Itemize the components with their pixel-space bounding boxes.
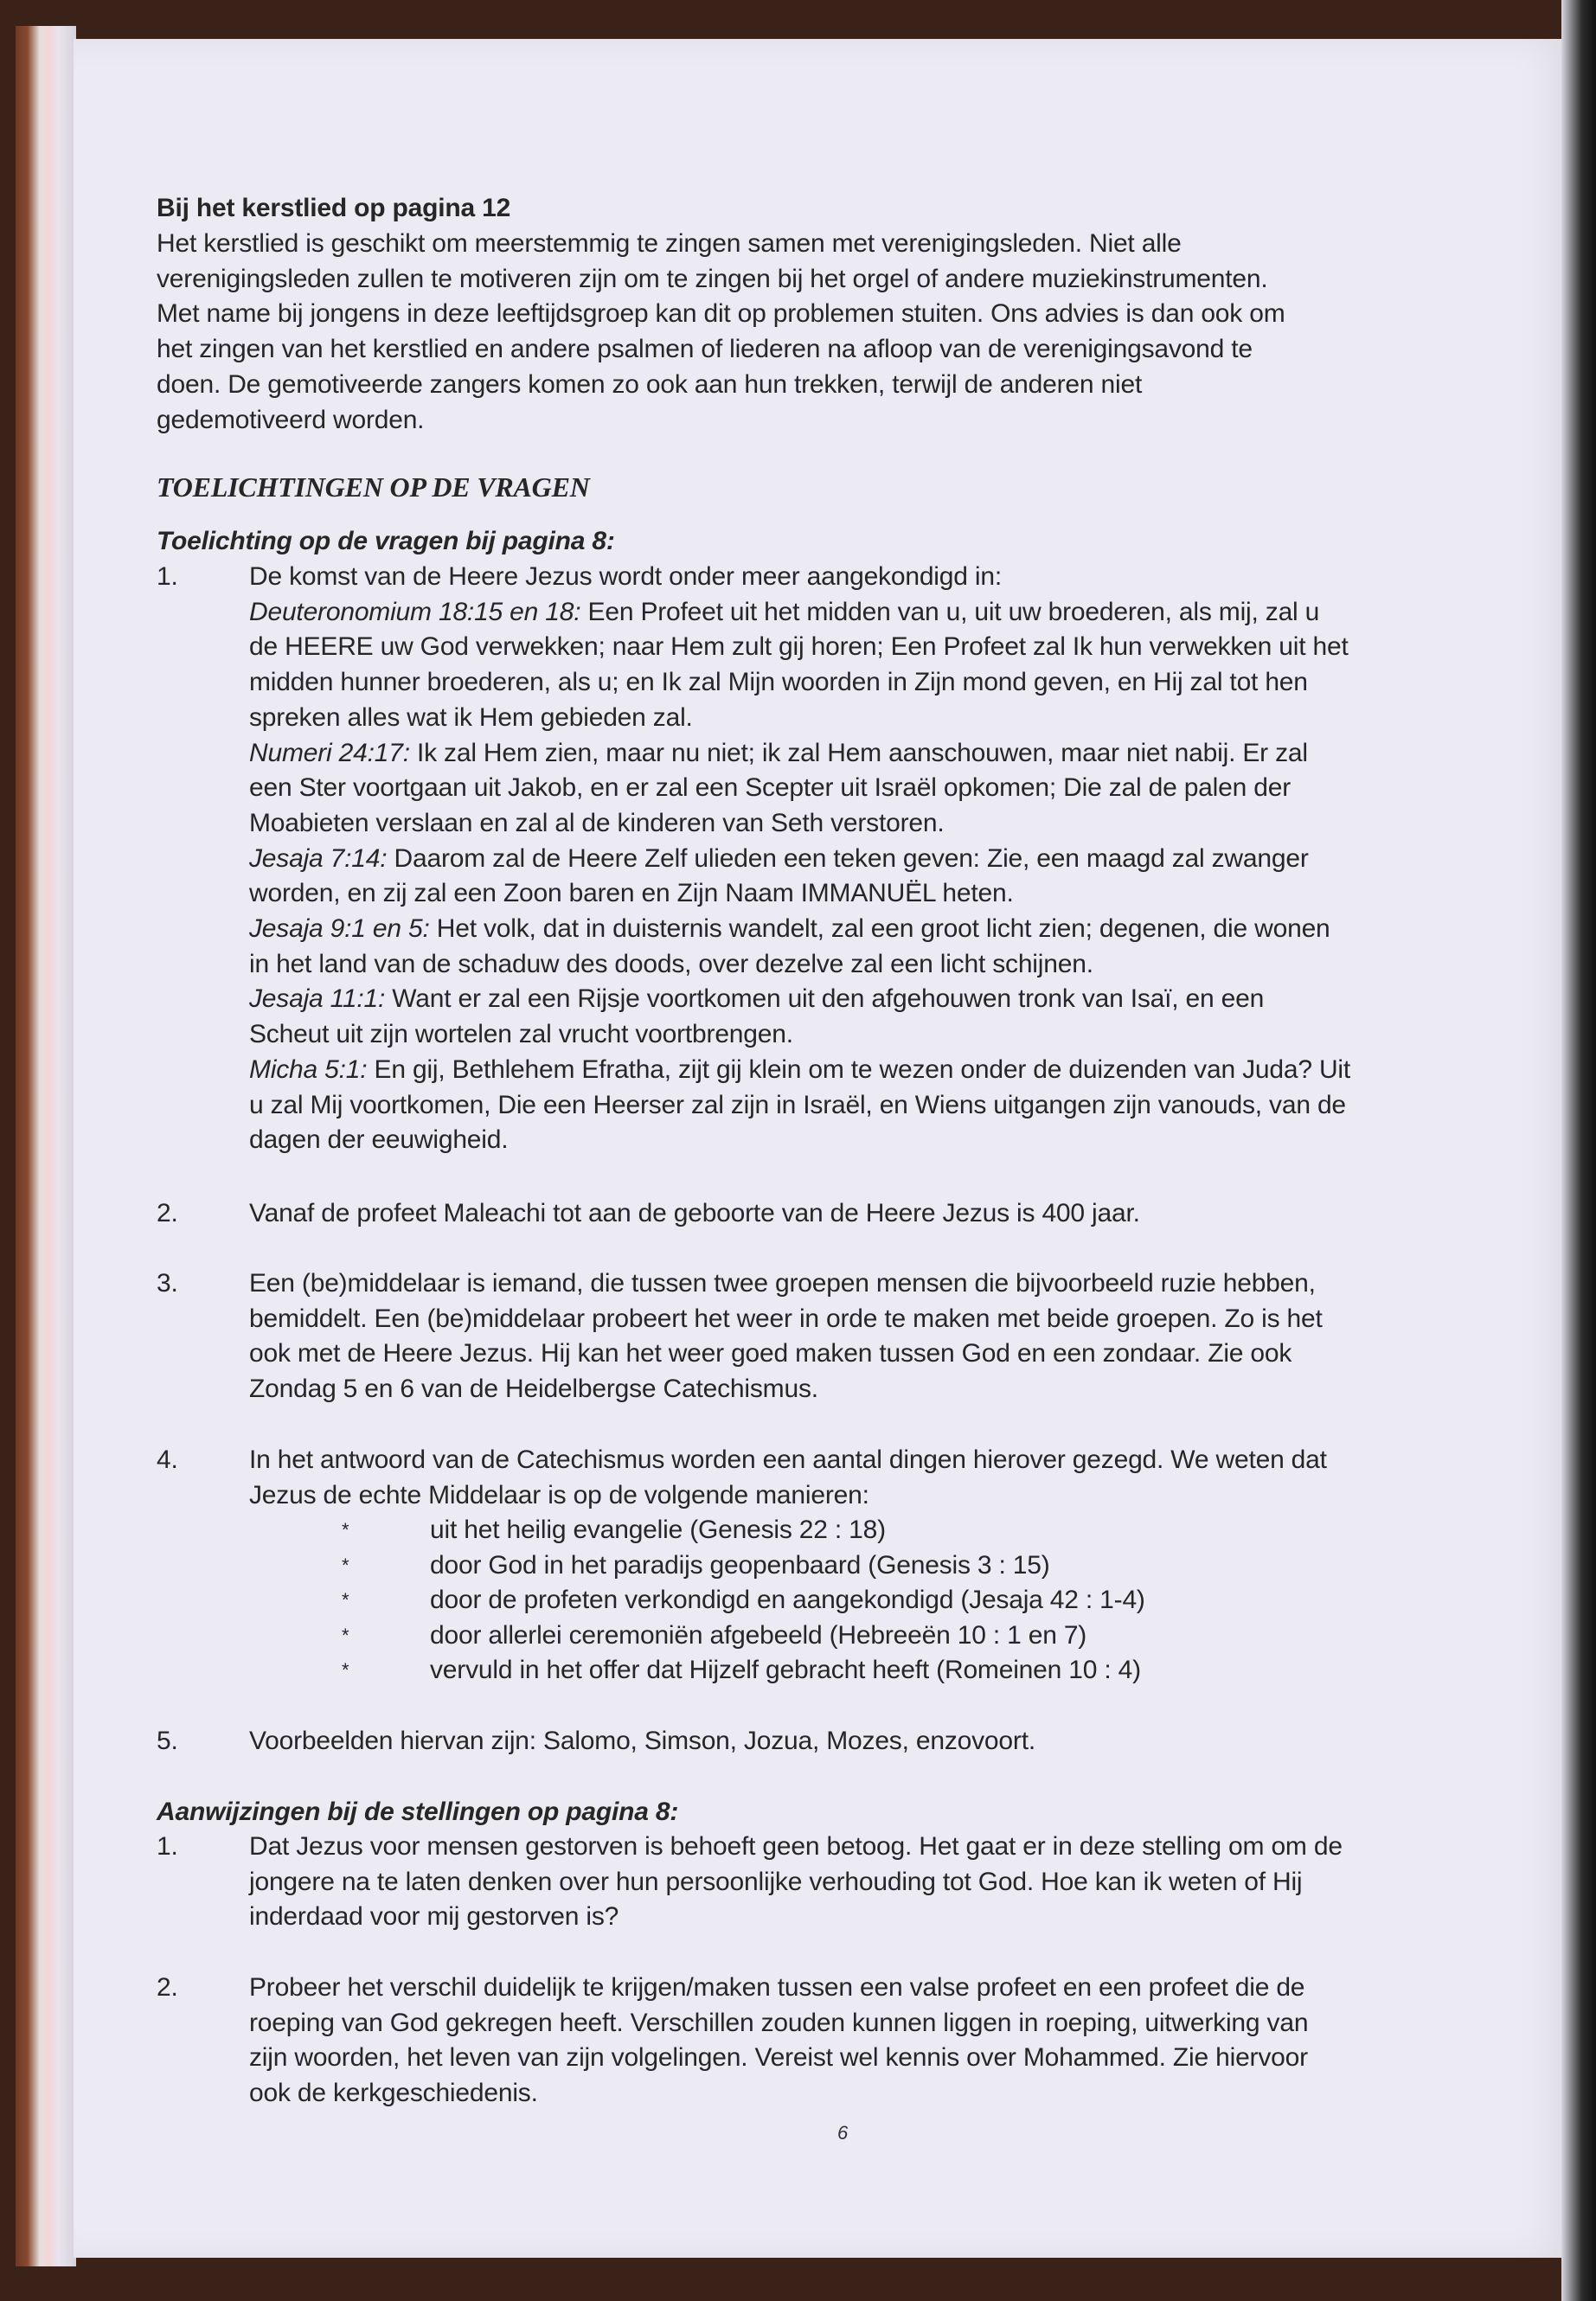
item-body (249, 1971, 1308, 2112)
item-line: Dat Jezus voor mensen gestorven is behoeft geen betoog. Het gaat er in deze stelling om om de (249, 1832, 1343, 1861)
bullet-item (249, 1548, 1327, 1583)
item-line (249, 701, 1350, 736)
item-number: 2. (157, 1973, 178, 2002)
item-line: ook met de Heere Jezus. Hij kan het weer goed maken tussen God en een zondaar. Zie ook (249, 1339, 1292, 1368)
scripture-text: Want er zal een Rijsje voortkomen uit den afgehouwen tronk van Isaï, en een (385, 984, 1265, 1014)
item-number: 4. (157, 1445, 178, 1474)
scripture-text: een Ster voortgaan uit Jakob, en er zal een Scepter uit Israël opkomen; Die zal de palen der (249, 773, 1291, 803)
item-line (249, 842, 1350, 877)
scripture-text: Scheut uit zijn wortelen zal vrucht voortbrengen. (249, 1020, 793, 1049)
item-line (249, 876, 1350, 912)
bullet-item (249, 1583, 1327, 1618)
item-line (249, 1017, 1350, 1053)
subsection-heading (157, 1795, 678, 1830)
scripture-reference: Deuteronomium 18:15 en 18: (249, 597, 581, 626)
scripture-text: Een Profeet uit het midden van u, uit uw broederen, als mij, zal u (580, 597, 1320, 626)
item-line: Een (be)middelaar is iemand, die tussen twee groepen mensen die bijvoorbeeld ruzie hebben, (249, 1269, 1316, 1298)
item-line (249, 1053, 1350, 1088)
item-line (249, 1123, 1350, 1158)
subsection-heading-text: Aanwijzingen bij de stellingen op pagina 8: (157, 1798, 679, 1826)
section-title-text: TOELICHTINGEN OP DE VRAGEN (157, 471, 590, 503)
scripture-reference: Numeri 24:17: (249, 738, 410, 767)
paragraph-line: het zingen van het kerstlied en andere psalmen of liederen na afloop van de verenigingsavond te (157, 335, 1253, 364)
scan-border (1561, 0, 1596, 2301)
item-line: jongere na te laten denken over hun persoonlijke verhouding tot God. Hoe kan ik weten of Hij (249, 1867, 1303, 1896)
item-line (249, 947, 1350, 983)
scripture-reference: Jesaja 11:1: (249, 984, 386, 1014)
bullet-text: door God in het paradijs geopenbaard (Genesis 3 : 15) (430, 1550, 1050, 1580)
scripture-reference: Micha 5:1: (249, 1054, 368, 1084)
item-line (249, 595, 1350, 631)
bullet-text: door allerlei ceremoniën afgebeeld (Hebreeën 10 : 1 en 7) (430, 1620, 1087, 1650)
scripture-text: En gij, Bethlehem Efratha, zijt gij klein om te wezen onder de duizenden van Juda? Uit (367, 1054, 1351, 1084)
bullet-icon: * (342, 1519, 349, 1541)
book-edge (16, 26, 76, 2266)
scripture-text: spreken alles wat ik Hem gebieden zal. (249, 702, 693, 732)
scripture-text: in het land van de schaduw des doods, over dezelve zal een licht schijnen. (249, 949, 1093, 978)
item-line: inderdaad voor mij gestorven is? (249, 1902, 619, 1932)
item-number: 1. (157, 562, 178, 591)
bullet-item (249, 1513, 1327, 1548)
scripture-text: Moabieten verslaan en zal al de kinderen van Seth verstoren. (249, 808, 945, 837)
page-number: 6 (837, 2122, 849, 2144)
scripture-text: dagen der eeuwigheid. (249, 1125, 509, 1155)
item-line: bemiddelt. Een (be)middelaar probeert het weer in orde te maken met beide groepen. Zo is het (249, 1304, 1323, 1333)
item-line: zijn woorden, het leven van zijn volgelingen. Vereist wel kennis over Mohammed. Zie hiervoor (249, 2043, 1308, 2073)
paragraph-line: doen. De gemotiveerde zangers komen zo ook aan hun trekken, terwijl de anderen niet (157, 369, 1143, 399)
item-body (249, 560, 1350, 1158)
item-line: De komst van de Heere Jezus wordt onder meer aangekondigd in: (249, 562, 1002, 591)
item-body (249, 1724, 1035, 1759)
item-body (249, 1830, 1343, 1935)
paragraph-line: Het kerstlied is geschikt om meerstemmig te zingen samen met verenigingsleden. Niet alle (157, 229, 1182, 258)
item-line: Zondag 5 en 6 van de Heidelbergse Catechismus. (249, 1375, 818, 1404)
bullet-icon: * (342, 1624, 349, 1646)
scripture-reference: Jesaja 9:1 en 5: (249, 914, 430, 944)
subsection-heading (157, 524, 615, 560)
paragraph (157, 227, 1285, 438)
item-line (249, 982, 1350, 1017)
item-line: Jezus de echte Middelaar is op de volgende manieren: (249, 1480, 869, 1509)
scripture-text: u zal Mij voortkomen, Die een Heerser zal zijn in Israël, en Wiens uitgangen zijn vanouds, van de (249, 1090, 1346, 1119)
scripture-text: Ik zal Hem zien, maar nu niet; ik zal Hem aanschouwen, maar niet nabij. Er zal (409, 738, 1308, 767)
bullet-icon: * (342, 1554, 349, 1576)
bullet-item (249, 1618, 1327, 1653)
item-line (249, 736, 1350, 772)
item-number: 1. (157, 1832, 178, 1861)
heading-text: Bij het kerstlied op pagina 12 (157, 194, 511, 222)
item-body (249, 1266, 1323, 1407)
item-line: In het antwoord van de Catechismus worden een aantal dingen hierover gezegd. We weten dat (249, 1445, 1327, 1474)
bullet-item (249, 1653, 1327, 1688)
item-line (249, 1088, 1350, 1124)
paragraph-line: gedemotiveerd worden. (157, 405, 425, 434)
item-line: ook de kerkgeschiedenis. (249, 2079, 538, 2108)
subsection-heading-text: Toelichting op de vragen bij pagina 8: (157, 527, 615, 555)
item-number: 5. (157, 1727, 178, 1755)
bullet-icon: * (342, 1589, 349, 1612)
scripture-text: midden hunner broederen, als u; en Ik zal Mijn woorden in Zijn mond geven, en Hij zal tot hen (249, 668, 1308, 697)
scripture-reference: Jesaja 7:14: (249, 843, 388, 873)
scripture-text: Het volk, dat in duisternis wandelt, zal een groot licht zien; degenen, die wonen (429, 914, 1330, 944)
item-body (249, 1196, 1140, 1232)
item-line: Voorbeelden hiervan zijn: Salomo, Simson, Jozua, Mozes, enzovoort. (249, 1727, 1035, 1755)
scripture-text: de HEERE uw God verwekken; naar Hem zult gij horen; Een Profeet zal Ik hun verwekken uit het (249, 632, 1349, 662)
section-title (157, 470, 590, 505)
item-line: Probeer het verschil duidelijk te krijgen/maken tussen een valse profeet en een profeet die de (249, 1973, 1305, 2002)
paragraph-line: verenigingsleden zullen te motiveren zijn om te zingen bij het orgel of andere muziekinstrumenten. (157, 264, 1268, 293)
item-line (249, 912, 1350, 947)
bullet-icon: * (342, 1658, 349, 1681)
bullet-text: uit het heilig evangelie (Genesis 22 : 18) (430, 1516, 886, 1545)
scripture-text: worden, en zij zal een Zoon baren en Zijn Naam IMMANUËL heten. (249, 879, 1014, 908)
item-line (249, 771, 1350, 806)
paragraph-line: Met name bij jongens in deze leeftijdsgroep kan dit op problemen stuiten. Ons advies is dan ook om (157, 299, 1285, 329)
item-line (249, 806, 1350, 842)
bullet-text: door de profeten verkondigd en aangekondigd (Jesaja 42 : 1-4) (430, 1586, 1145, 1615)
item-line (249, 630, 1350, 665)
item-line: Vanaf de profeet Maleachi tot aan de geboorte van de Heere Jezus is 400 jaar. (249, 1199, 1140, 1227)
item-number: 2. (157, 1199, 178, 1227)
section-heading (157, 191, 510, 227)
bullet-text: vervuld in het offer dat Hijzelf gebracht heeft (Romeinen 10 : 4) (430, 1655, 1141, 1684)
item-line (249, 665, 1350, 701)
scripture-text: Daarom zal de Heere Zelf ulieden een teken geven: Zie, een maagd zal zwanger (387, 843, 1309, 873)
item-line: roeping van God gekregen heeft. Verschillen zouden kunnen liggen in roeping, uitwerking van (249, 2008, 1309, 2037)
item-body (249, 1443, 1327, 1688)
item-number: 3. (157, 1269, 178, 1298)
